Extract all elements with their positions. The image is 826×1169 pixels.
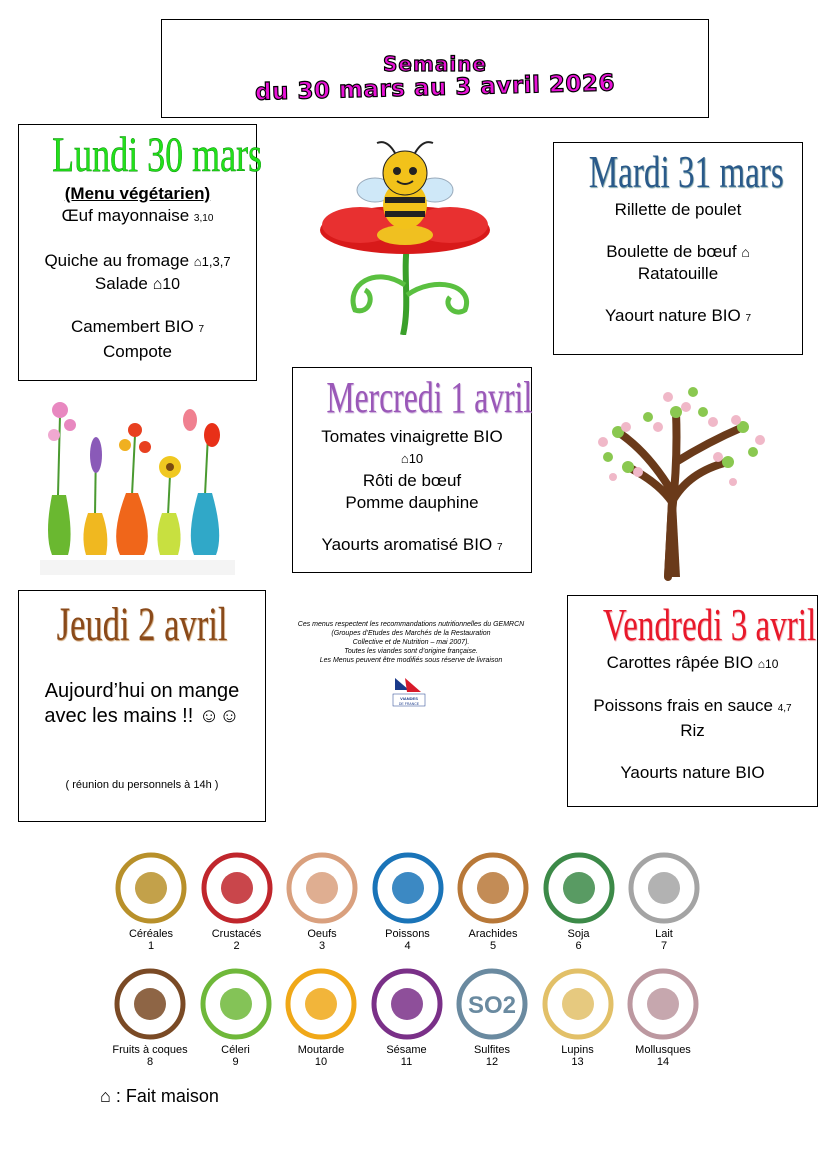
sulfites-icon: [456, 968, 528, 1040]
allergen-number: 13: [571, 1056, 584, 1068]
allergen-number: 4: [404, 940, 411, 952]
nutrition-note: Ces menus respectent les recommandations nutritionnelles du GEMRCN (Groupes d’Etudes des Marchés de la Restauration Collective et de Nutrition – mai 2007). Toutes les viandes sont d’origine française. Les Menus peuvent être modifiés sous réserve de livraison: [297, 621, 525, 664]
allergen-number: 1: [147, 940, 155, 952]
svg-text:SO2: SO2: [467, 992, 517, 1019]
week-header: [161, 19, 709, 118]
shell-icon: [627, 968, 699, 1040]
mustard-icon: [285, 968, 357, 1040]
lundi-card: [18, 124, 263, 381]
menu-item: Yaourts aromatisé BIO 7: [321, 535, 503, 554]
menu-item: Quiche au fromage ⌂1,3,7: [44, 251, 231, 270]
allergen-number: 5: [489, 940, 497, 952]
allergen-name: Moutarde: [297, 1044, 345, 1056]
fish-icon: [372, 852, 444, 924]
menu-item: Rôti de bœuf: [362, 471, 462, 490]
allergen-name: Fruits à coques: [112, 1044, 188, 1056]
jeudi-title: Jeudi 2 avril: [56, 598, 228, 651]
menu-item: Poissons frais en sauce 4,7: [593, 696, 792, 715]
menu-item: Ratatouille: [637, 264, 719, 283]
allergen-item: [446, 968, 538, 1068]
allergen-item: [104, 968, 196, 1068]
allergen-number: 8: [146, 1056, 154, 1068]
allergen-item: [533, 852, 625, 952]
menu-item: ⌂10: [400, 451, 424, 466]
house-icon: ⌂: [100, 1086, 111, 1106]
allergen-item: [105, 852, 197, 952]
allergen-name: Poissons: [385, 928, 430, 940]
svg-text:DE FRANCE: DE FRANCE: [398, 702, 420, 706]
viandes-de-france-logo: [391, 674, 427, 712]
allergen-name: Sulfites: [473, 1044, 511, 1056]
allergen-number: 10: [314, 1056, 328, 1068]
mardi-title: Mardi 31 mars: [588, 146, 784, 197]
menu-item: Rillette de poulet: [614, 200, 742, 219]
allergen-item: [362, 852, 454, 952]
flower-vases-picture: [40, 385, 235, 575]
nuts-icon: [114, 968, 186, 1040]
allergen-number: 9: [232, 1056, 239, 1068]
allergen-item: [275, 968, 367, 1068]
menu-item: Tomates vinaigrette BIO: [321, 427, 503, 446]
allergen-name: Céréales: [128, 928, 174, 940]
allergen-item: [191, 852, 283, 952]
allergen-name: Sésame: [386, 1044, 427, 1056]
allergen-name: Céleri: [221, 1044, 250, 1056]
bee-on-flower-picture: [315, 135, 495, 335]
allergen-item: [276, 852, 368, 952]
allergen-name: Lait: [655, 928, 673, 940]
svg-text:VIANDES: VIANDES: [400, 696, 418, 701]
allergen-number: 7: [660, 940, 668, 952]
vendredi-card: [567, 595, 818, 807]
allergen-item: [361, 968, 453, 1068]
sesame-icon: [371, 968, 443, 1040]
jeudi-message: Aujourd’hui on mange avec les mains !! ☺☺: [44, 680, 240, 727]
header-line1: Semaine: [383, 52, 487, 76]
blossom-tree-picture: [568, 372, 790, 582]
soy-icon: [543, 852, 615, 924]
lundi-title: Lundi 30 mars: [52, 126, 263, 182]
lupin-icon: [542, 968, 614, 1040]
menu-item: Carottes râpée BIO ⌂10: [606, 653, 779, 672]
allergen-item: [447, 852, 539, 952]
menu-item: Pomme dauphine: [345, 493, 479, 512]
allergen-item: [617, 968, 709, 1068]
mardi-card: [553, 142, 803, 355]
menu-item: Yaourt nature BIO 7: [604, 306, 752, 325]
peanut-icon: [457, 852, 529, 924]
menu-item: Salade ⌂10: [94, 274, 181, 293]
allergen-name: Crustacés: [211, 928, 262, 940]
crab-icon: [201, 852, 273, 924]
wheat-icon: [115, 852, 187, 924]
menu-item: Camembert BIO 7: [70, 317, 205, 336]
lundi-menu-label: (Menu végétarien): [64, 184, 211, 203]
menu-item: Œuf mayonnaise 3,10: [61, 206, 214, 225]
allergen-number: 6: [575, 940, 582, 952]
allergen-name: Soja: [567, 928, 590, 940]
allergen-number: 12: [485, 1056, 499, 1068]
milk-icon: [628, 852, 700, 924]
allergen-name: Oeufs: [307, 928, 337, 940]
menu-item: Yaourts nature BIO: [620, 763, 765, 782]
mercredi-card: [292, 367, 532, 573]
vendredi-title: Vendredi 3 avril: [602, 599, 817, 650]
allergen-number: 3: [318, 940, 326, 952]
allergen-item: [190, 968, 282, 1068]
mercredi-title: Mercredi 1 avril: [326, 373, 533, 422]
allergen-number: 2: [233, 940, 240, 952]
eggs-icon: [286, 852, 358, 924]
menu-item: Riz: [680, 721, 705, 740]
jeudi-note: ( réunion du personnels à 14h ): [65, 779, 219, 791]
fait-maison-legend: [100, 1086, 219, 1107]
allergen-name: Mollusques: [635, 1044, 691, 1056]
allergen-name: Lupins: [561, 1044, 594, 1056]
jeudi-card: [18, 590, 266, 822]
allergen-item: [532, 968, 624, 1068]
allergen-name: Arachides: [468, 928, 518, 940]
allergen-number: 14: [656, 1056, 670, 1068]
menu-item: Compote: [103, 342, 172, 361]
fait-maison-label: : Fait maison: [115, 1086, 219, 1106]
allergen-number: 11: [400, 1056, 413, 1068]
allergen-item: [618, 852, 710, 952]
celery-icon: [200, 968, 272, 1040]
menu-item: Boulette de bœuf ⌂: [606, 242, 750, 261]
header-line2: du 30 mars au 3 avril 2026: [254, 70, 616, 106]
